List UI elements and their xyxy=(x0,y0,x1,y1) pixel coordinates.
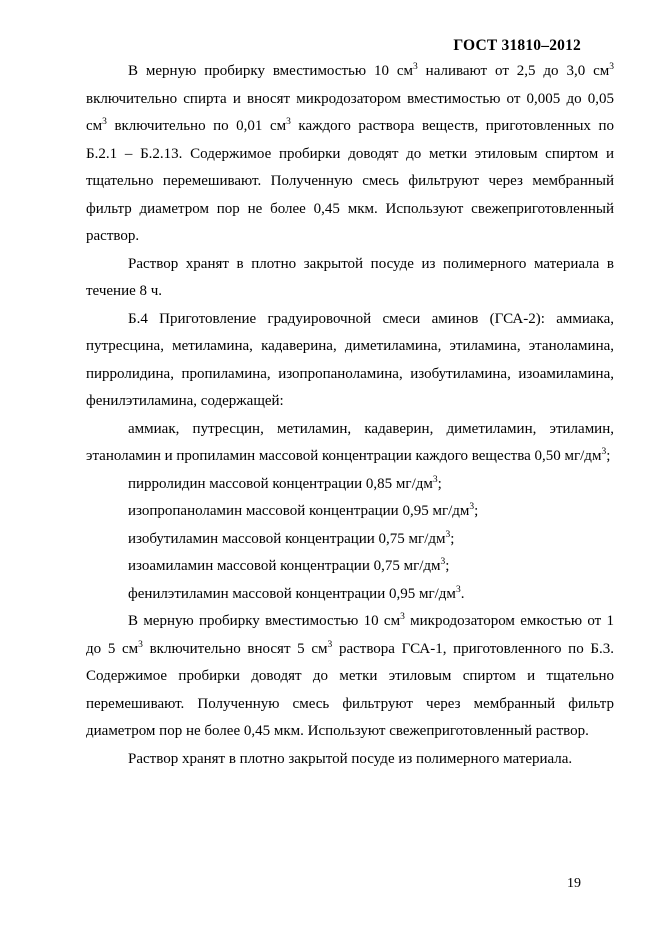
superscript: 3 xyxy=(286,117,291,127)
superscript: 3 xyxy=(601,447,607,457)
text-run: ; xyxy=(445,558,450,574)
text-run: каждого раствора веществ, приготовленных по Б.2.1 – Б.2.13. Содержимое пробирки доводят до метки этиловым спиртом и тщательно перемешивают. Полученную смесь фильтруют через мембранный фильтр диаметром пор не более 0,45 мкм. Используют свежеприготовленный раствор. xyxy=(86,118,614,244)
superscript: 3 xyxy=(440,557,446,567)
paragraph xyxy=(86,746,614,774)
text-run: . xyxy=(460,585,465,602)
paragraph xyxy=(86,58,614,251)
text-run: В мерную пробирку вместимостью 10 см xyxy=(128,63,414,79)
text-run: включительно спирта и вносят микродозатором вместимостью от 0,005 до 0,05 см xyxy=(86,90,614,134)
page-number: 19 xyxy=(567,876,581,891)
superscript: 3 xyxy=(469,502,475,512)
text-run: Раствор хранят в плотно закрытой посуде из полимерного материала в течение 8 ч. xyxy=(86,255,614,299)
text-run: наливают от 2,5 до 3,0 см xyxy=(417,63,610,79)
text-run: ; xyxy=(606,448,611,464)
superscript: 3 xyxy=(455,584,461,595)
paragraph xyxy=(86,251,614,306)
superscript: 3 xyxy=(138,639,143,650)
superscript: 3 xyxy=(400,612,405,622)
superscript: 3 xyxy=(327,639,333,650)
text-run: Раствор хранят в плотно закрытой посуде из полимерного материала. xyxy=(128,750,573,767)
superscript: 3 xyxy=(609,62,615,72)
text-run: Б.4 Приготовление градуировочной смеси аминов (ГСА-2): аммиака, путресцина, метиламина, кадаверина, диметиламина, этиламина, этаноламина, пирролидина, пропиламина, изопропаноламина, изобутиламина, изоамиламина, фенилэтиламина, содержащей: xyxy=(86,310,614,409)
text-run: ; xyxy=(450,530,455,547)
superscript: 3 xyxy=(413,62,418,72)
text-run: пирролидин массовой концентрации 0,85 мг/дм xyxy=(128,475,433,492)
paragraph xyxy=(86,416,614,471)
text-run: изопропаноламин массовой концентрации 0,95 мг/дм xyxy=(128,503,470,519)
text-run: аммиак, путресцин, метиламин, кадаверин, диметиламин, этиламин, этаноламин и пропиламин массовой концентрации каждого вещества 0,50 мг/дм xyxy=(86,420,614,464)
list-item xyxy=(86,498,614,526)
superscript: 3 xyxy=(445,529,451,540)
text-run: изобутиламин массовой концентрации 0,75 мг/дм xyxy=(128,530,446,547)
text-run: В мерную пробирку вместимостью 10 см xyxy=(128,613,401,629)
document-header: ГОСТ 31810–2012 xyxy=(453,37,581,54)
text-run: включительно вносят 5 см xyxy=(142,640,328,657)
text-run: включительно по 0,01 см xyxy=(106,118,287,134)
text-run: изоамиламин массовой концентрации 0,75 мг/дм xyxy=(128,558,441,574)
list-item xyxy=(86,553,614,581)
text-run: раствора ГСА-1, приготовленного по Б.3. Содержимое пробирки доводят до метки этиловым спиртом и тщательно перемешивают. Полученную смесь фильтруют через мембранный фильтр диаметром пор не более 0,45 мкм. Используют свежеприготовленный раствор. xyxy=(86,640,614,739)
document-body xyxy=(86,58,614,773)
list-item xyxy=(86,471,614,499)
superscript: 3 xyxy=(432,474,438,485)
list-item xyxy=(86,526,614,554)
text-run: фенилэтиламин массовой концентрации 0,95 мг/дм xyxy=(128,585,456,602)
list-item xyxy=(86,581,614,609)
text-run: ; xyxy=(437,475,442,492)
paragraph xyxy=(86,608,614,746)
paragraph xyxy=(86,306,614,416)
text-run: микродозатором емкостью от 1 до 5 см xyxy=(86,613,615,657)
text-run: ; xyxy=(474,503,479,519)
superscript: 3 xyxy=(102,117,107,127)
